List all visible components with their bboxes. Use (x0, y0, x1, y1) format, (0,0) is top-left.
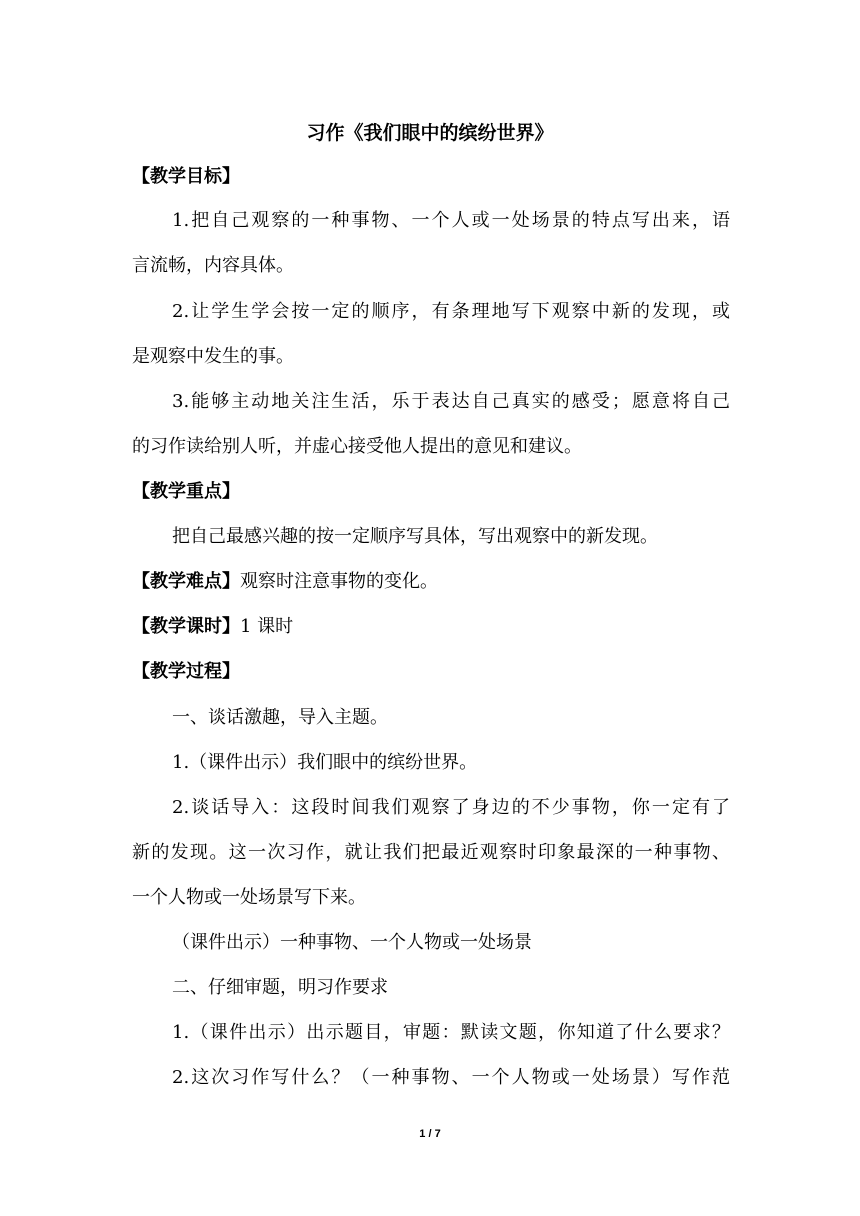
goal-2-line-1: 2.让学生学会按一定的顺序，有条理地写下观察中新的发现，或 (172, 301, 730, 322)
goal-3-line-2: 的习作读给别人听，并虚心接受他人提出的意见和建议。 (132, 436, 582, 457)
document-title: 习作《我们眼中的缤纷世界》 (306, 122, 554, 144)
courseware-note: （课件出示）一种事物、一个人物或一处场景 (172, 932, 532, 953)
page-number: 1 / 7 (419, 1128, 441, 1140)
hours-text: 1 课时 (240, 616, 294, 637)
process-item-4: 2.这次习作写什么？（一种事物、一个人物或一处场景）写作范 (172, 1067, 730, 1088)
goal-1-line-2: 言流畅，内容具体。 (132, 255, 294, 276)
difficulty-row (132, 567, 438, 593)
goal-1-line-1: 1.把自己观察的一种事物、一个人或一处场景的特点写出来，语 (172, 210, 730, 231)
process-item-3: 1.（课件出示）出示题目，审题：默读文题，你知道了什么要求？ (172, 1022, 730, 1043)
hours-heading: 【教学课时】 (132, 616, 240, 637)
goals-heading: 【教学目标】 (132, 166, 240, 187)
difficulty-heading: 【教学难点】 (132, 571, 240, 592)
section-2-heading: 二、仔细审题，明习作要求 (172, 977, 388, 998)
hours-row (132, 612, 293, 638)
section-1-heading: 一、谈话激趣，导入主题。 (172, 707, 388, 728)
key-text: 把自己最感兴趣的按一定顺序写具体，写出观察中的新发现。 (172, 526, 658, 547)
difficulty-text: 观察时注意事物的变化。 (240, 571, 438, 592)
process-item-2-line-2: 新的发现。这一次习作，就让我们把最近观察时印象最深的一种事物、 (132, 842, 730, 863)
key-heading: 【教学重点】 (132, 481, 240, 502)
goal-2-line-2: 是观察中发生的事。 (132, 346, 294, 367)
process-item-2-line-3: 一个人物或一处场景写下来。 (132, 887, 366, 908)
process-heading: 【教学过程】 (132, 661, 240, 682)
goal-3-line-1: 3.能够主动地关注生活，乐于表达自己真实的感受；愿意将自己 (172, 391, 730, 412)
process-item-2-line-1: 2.谈话导入：这段时间我们观察了身边的不少事物，你一定有了 (172, 797, 730, 818)
process-item-1: 1.（课件出示）我们眼中的缤纷世界。 (172, 752, 478, 773)
